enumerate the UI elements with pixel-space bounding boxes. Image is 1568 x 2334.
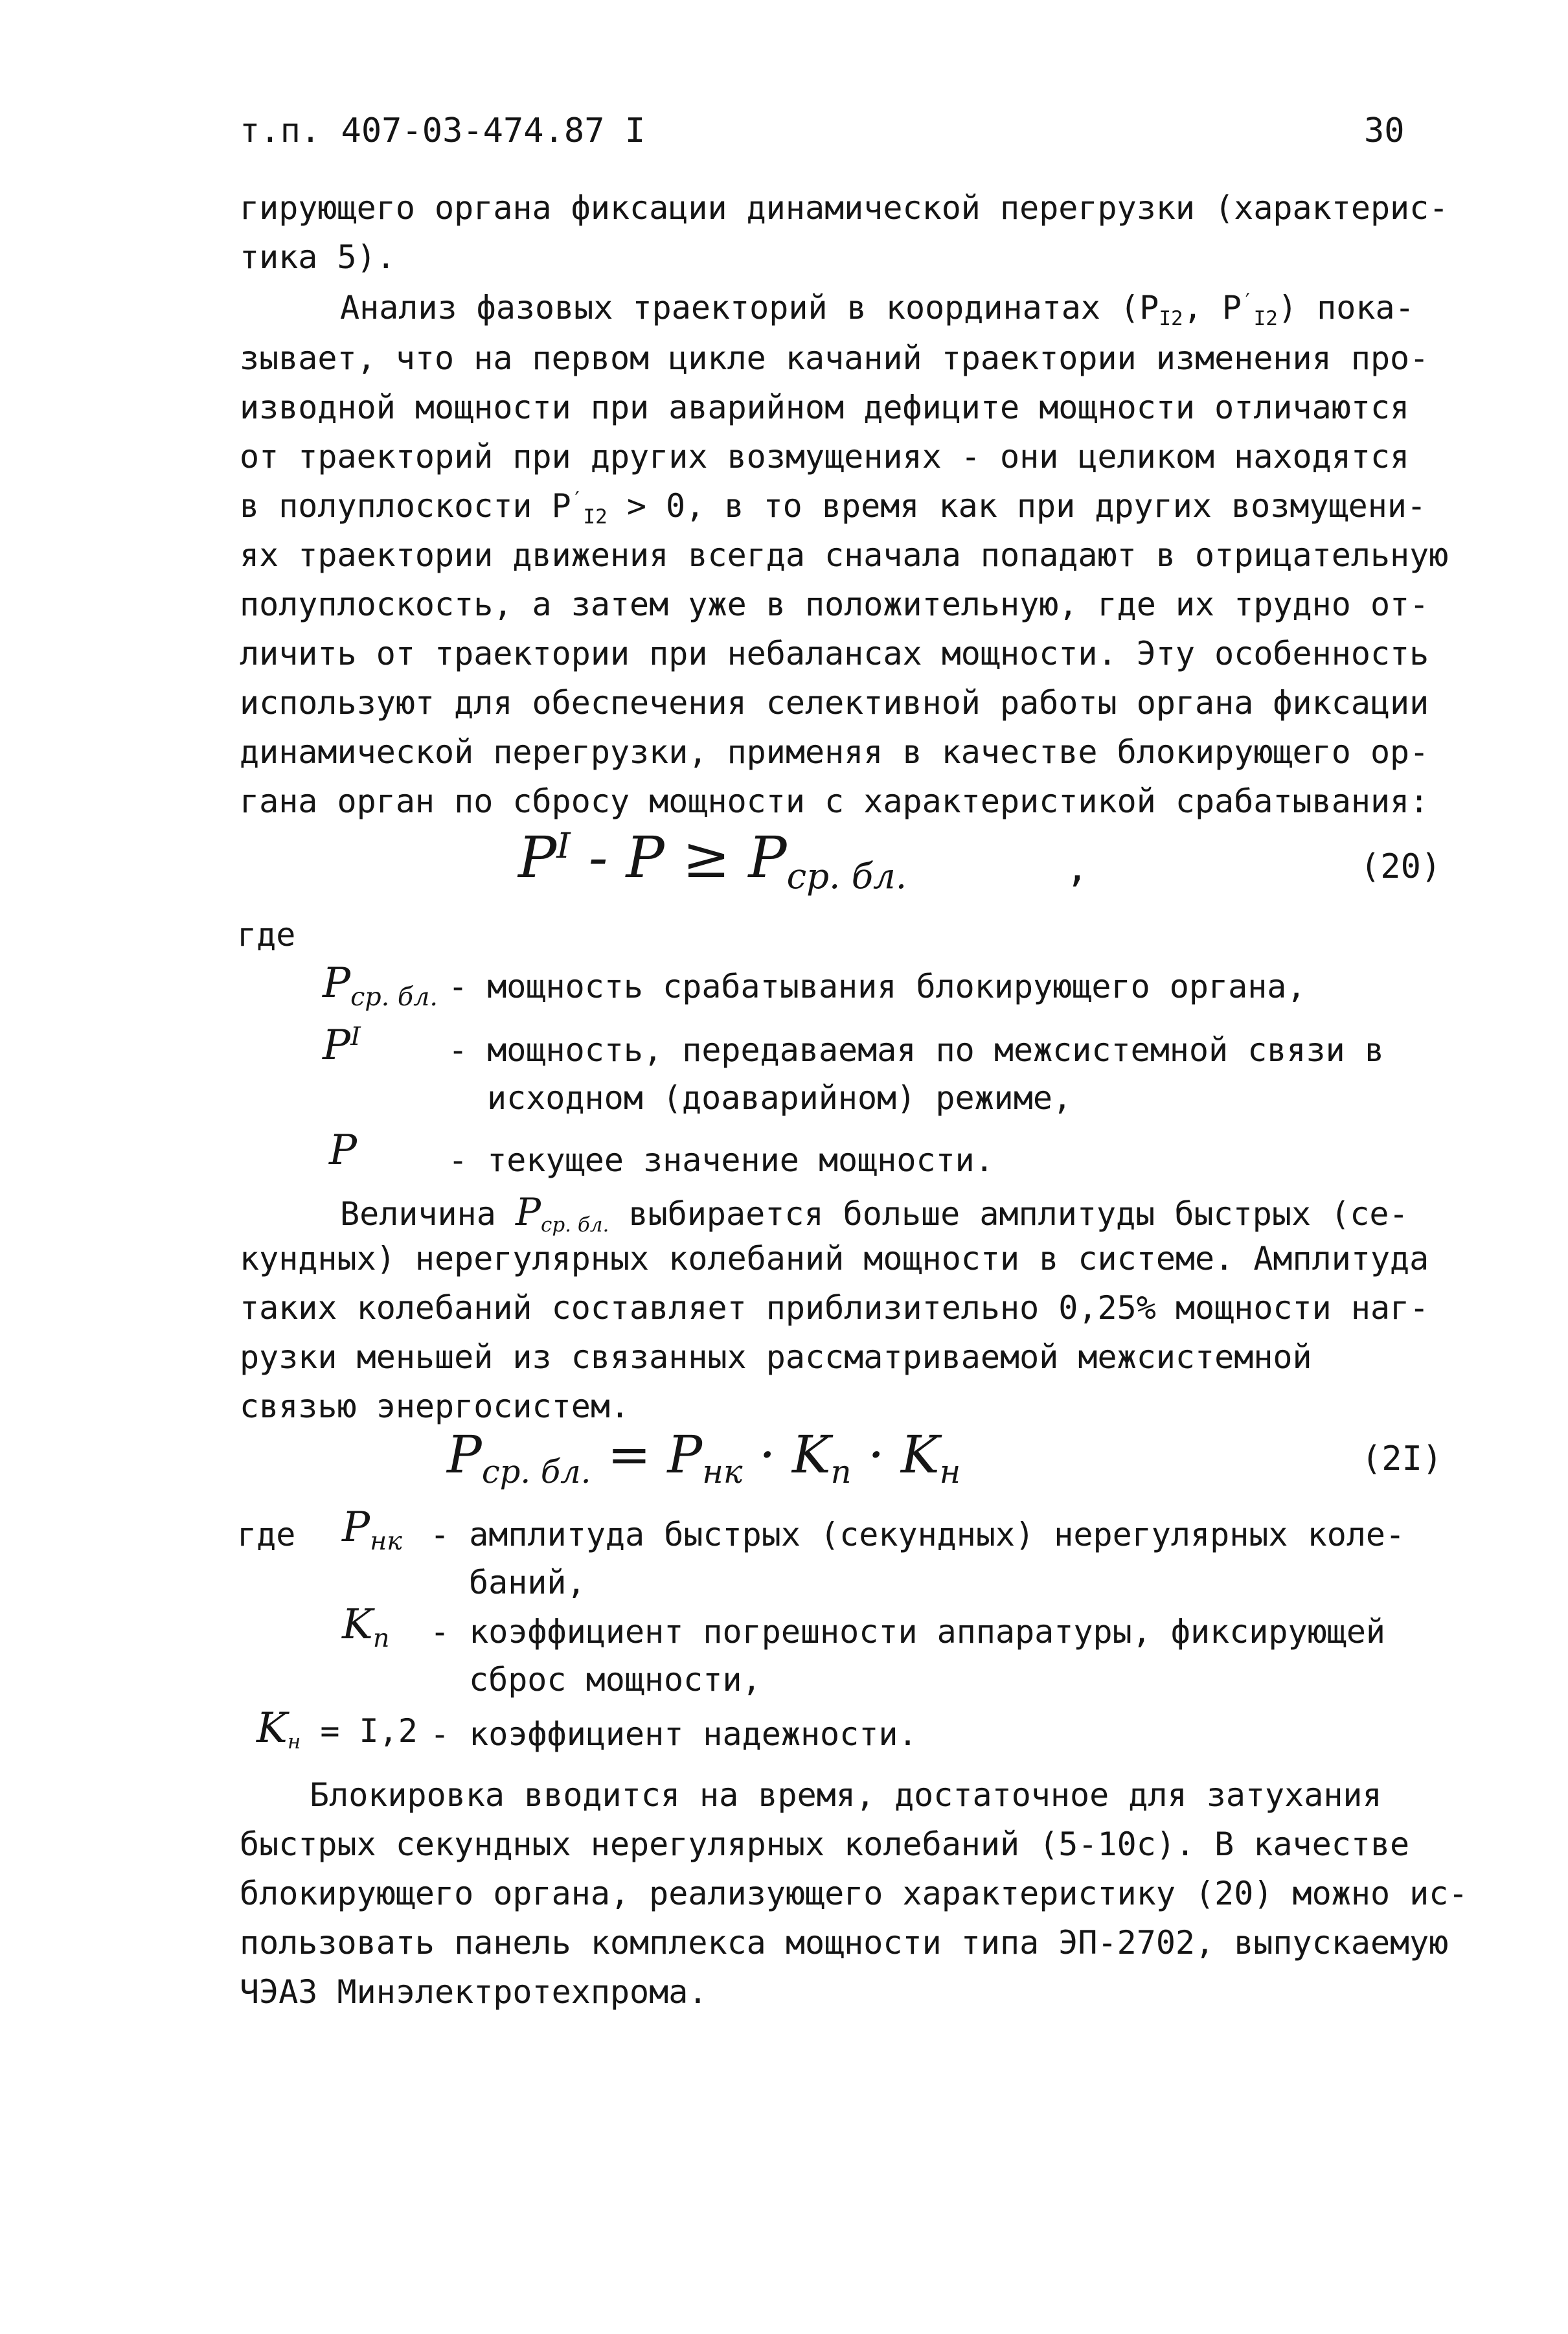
paragraph-2-line-8: личить от траектории при небалансах мощности. Эту особенность — [240, 635, 1429, 672]
formula-20: $P^I$ - P ≥ Pср. бл. — [518, 824, 907, 897]
paragraph-3-line-2: кундных) нерегулярных колебаний мощности в системе. Амплитуда — [240, 1240, 1429, 1277]
where-20-symbol-1: Pср. бл. — [323, 959, 438, 1012]
paragraph-4-line-2: быстрых секундных нерегулярных колебаний (5-10с). В качестве — [240, 1825, 1410, 1863]
paragraph-2-line-6: ях траектории движения всегда сначала попадают в отрицательную — [240, 536, 1449, 574]
where-20-definition-2-cont: исходном (доаварийном) режиме, — [487, 1079, 1073, 1117]
where-21-definition-2-cont: сброс мощности, — [469, 1661, 762, 1699]
paragraph-2-line-2: зывает, что на первом цикле качаний траектории изменения про- — [240, 339, 1429, 377]
page-number: 30 — [1364, 111, 1405, 150]
paragraph-1-line-2: тика 5). — [240, 238, 396, 276]
where-21-definition-1: - амплитуда быстрых (секундных) нерегулярных коле- — [430, 1516, 1405, 1553]
paragraph-4-line-3: блокирующего органа, реализующего характеристику (20) можно ис- — [240, 1875, 1468, 1912]
where-21-symbol-3: Kн = I,2 — [256, 1704, 418, 1754]
paragraph-2-line-11: гана орган по сбросу мощности с характеристикой срабатывания: — [240, 783, 1429, 820]
where-21-definition-2: - коэффициент погрешности аппаратуры, фиксирующей — [430, 1613, 1386, 1651]
paragraph-4-line-4: пользовать панель комплекса мощности типа ЭП-2702, выпускаемую — [240, 1924, 1449, 1962]
where-20-definition-3: - текущее значение мощности. — [448, 1141, 994, 1179]
paragraph-2-line-7: полуплоскость, а затем уже в положительную, где их трудно от- — [240, 586, 1429, 623]
paragraph-2-line-4: от траекторий при других возмущениях - они целиком находятся — [240, 438, 1410, 475]
where-20-symbol-3: P — [329, 1127, 358, 1174]
paragraph-4-line-1: Блокировка вводится на время, достаточное для затухания — [310, 1776, 1382, 1814]
where-20-definition-1: - мощность срабатывания блокирующего органа, — [448, 968, 1306, 1005]
formula-21: Pср. бл. = Pнк · Kп · Kн — [447, 1424, 961, 1491]
paragraph-2-line-3: изводной мощности при аварийном дефиците мощности отличаются — [240, 389, 1410, 426]
formula-20-number: (20) — [1360, 847, 1442, 886]
document-code: т.п. 407-03-474.87 I — [240, 111, 646, 150]
paragraph-2-line-10: динамической перегрузки, применяя в качестве блокирующего ор- — [240, 733, 1429, 771]
where-20-definition-2: - мощность, передаваемая по межсистемной связи в — [448, 1031, 1384, 1069]
paragraph-4-line-5: ЧЭАЗ Минэлектротехпрома. — [240, 1973, 708, 2011]
where-label-20: где — [237, 916, 296, 954]
paragraph-2-line-5: в полуплоскости P′I2 > 0, в то время как при других возмущени- — [240, 487, 1427, 529]
paragraph-3-line-3: таких колебаний составляет приблизительно 0,25% мощности наг- — [240, 1289, 1429, 1327]
paragraph-2-line-1: Анализ фазовых траекторий в координатах (PI2, P′I2) пока- — [340, 289, 1415, 330]
paragraph-3-line-1: Величина Pср. бл. выбирается больше амплитуды быстрых (се- — [340, 1190, 1409, 1237]
paragraph-3-line-5: связью энергосистем. — [240, 1388, 630, 1425]
where-21-definition-1-cont: баний, — [469, 1564, 586, 1601]
paragraph-1-line-1: гирующего органа фиксации динамической перегрузки (характерис- — [240, 189, 1449, 227]
paragraph-3-line-4: рузки меньшей из связанных рассматриваемой межсистемной — [240, 1338, 1312, 1376]
paragraph-2-line-9: используют для обеспечения селективной работы органа фиксации — [240, 684, 1429, 722]
formula-20-comma: , — [1065, 845, 1089, 891]
where-20-symbol-2: $P^I$ — [323, 1022, 361, 1070]
formula-21-number: (2I) — [1361, 1439, 1443, 1478]
where-21-definition-3: - коэффициент надежности. — [430, 1715, 918, 1753]
where-21-symbol-2: Kп — [342, 1601, 390, 1653]
where-21-symbol-1: Pнк — [342, 1504, 402, 1556]
where-label-21: где — [237, 1516, 296, 1553]
